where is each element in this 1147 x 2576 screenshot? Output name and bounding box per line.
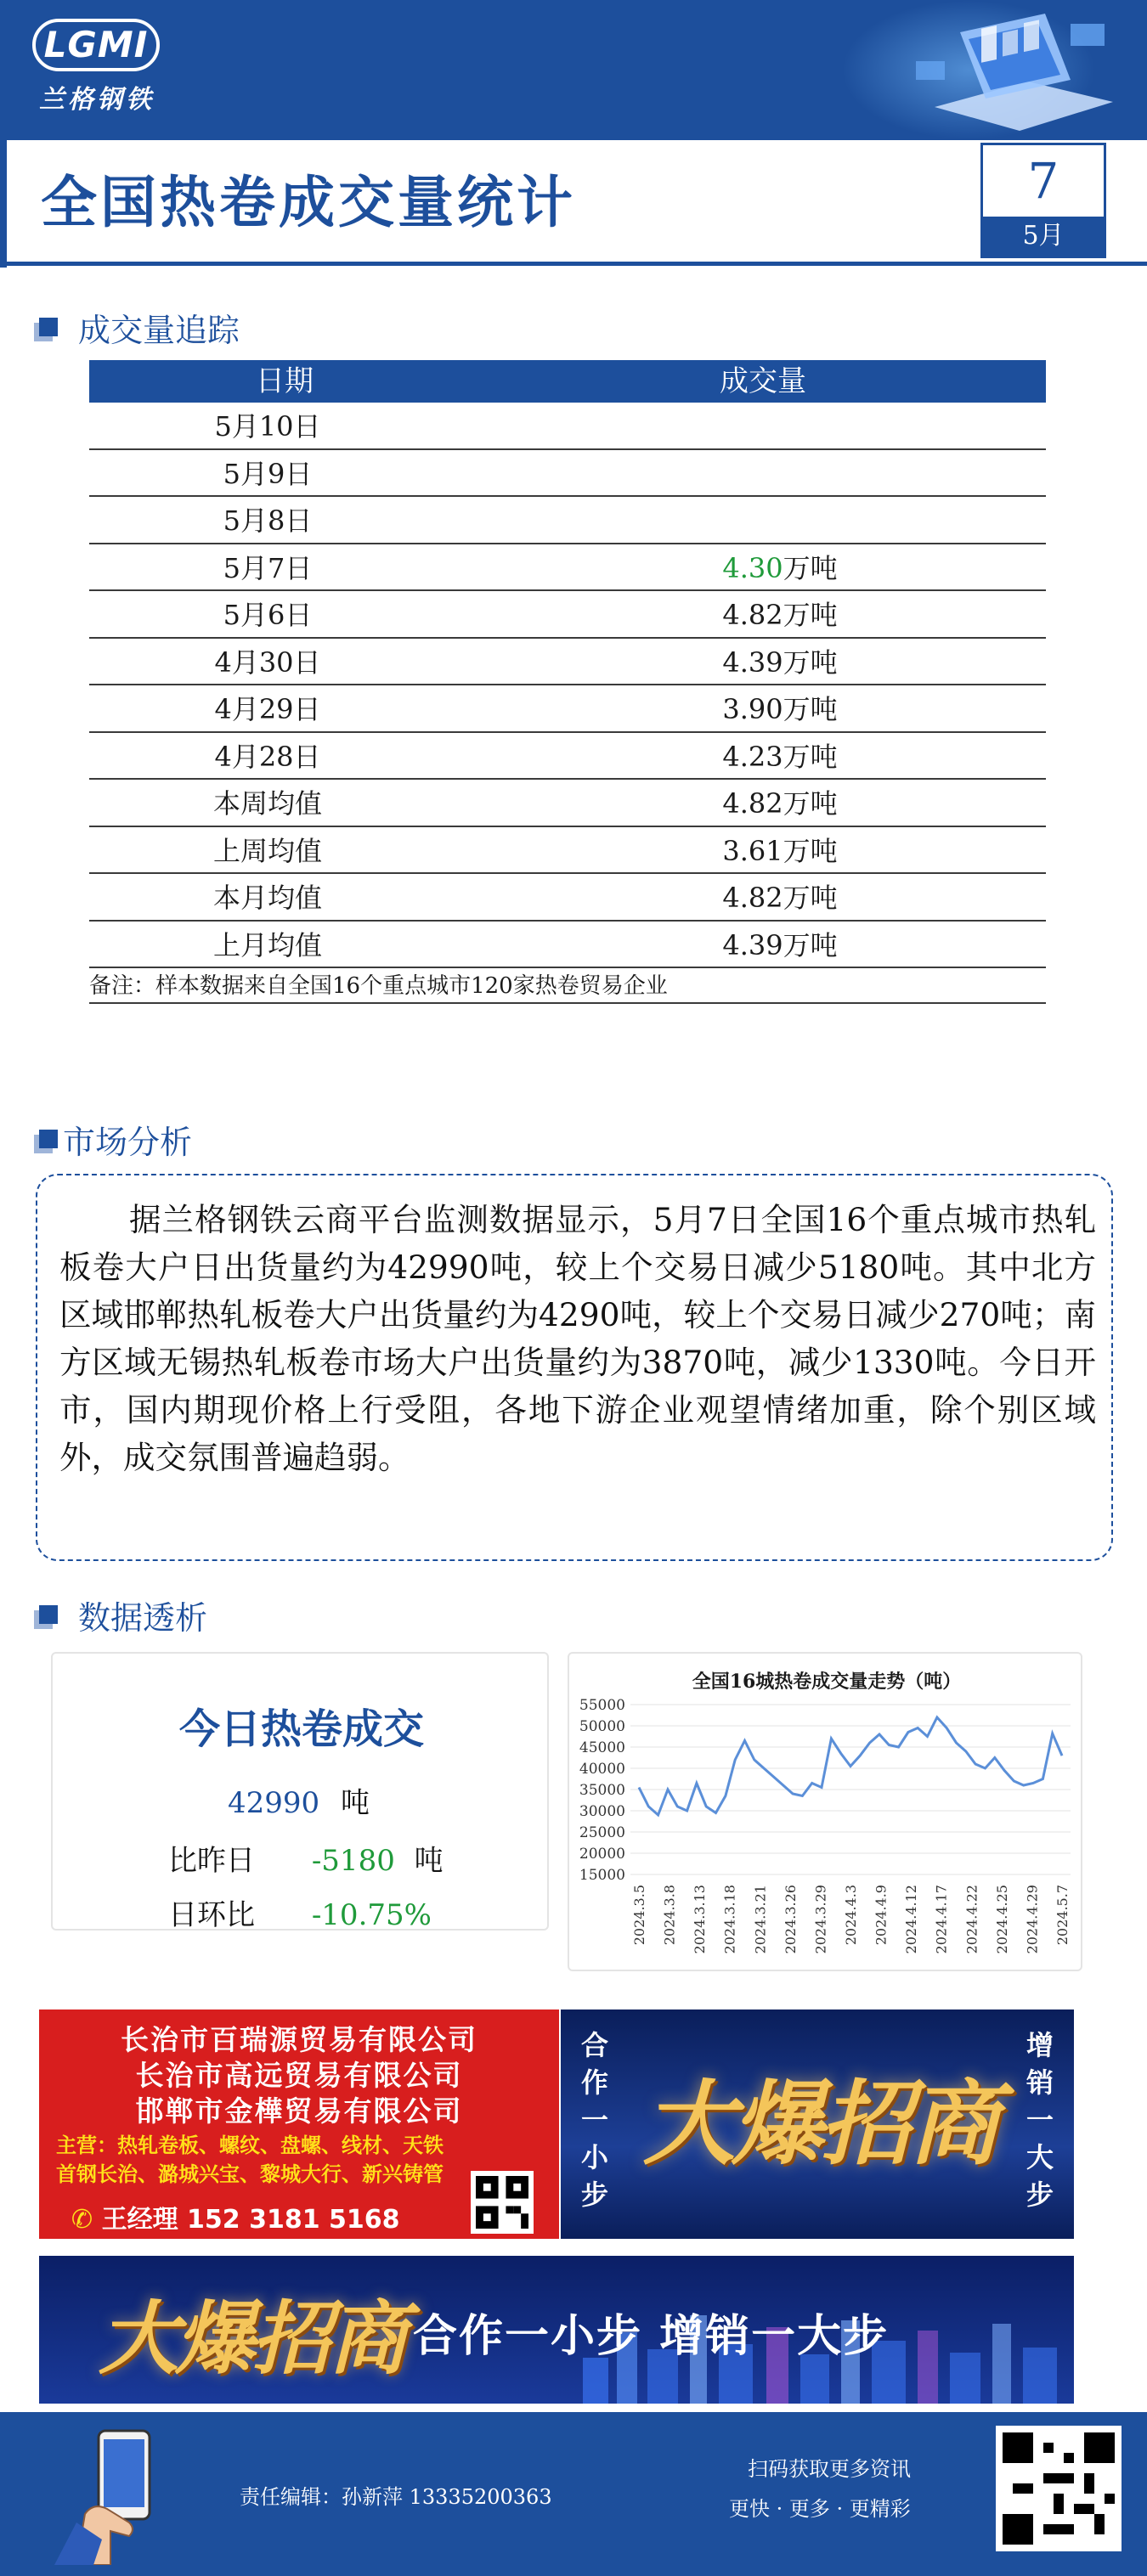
row-volume: 4.82万吨 [722, 882, 838, 914]
kpi-ratio-label: 日环比 [168, 1898, 255, 1932]
ad-big-text: 大爆招商 [642, 2071, 997, 2178]
x-tick-label: 2024.3.13 [692, 1885, 709, 1954]
kpi-dod [168, 1837, 444, 1879]
table-row [89, 639, 1046, 686]
row-date: 4月29日 [214, 693, 321, 725]
row-volume [480, 450, 1046, 496]
row-date: 本月均值 [212, 882, 322, 914]
kpi-dod-value: -5180 [311, 1844, 395, 1878]
chart-title: 全国16城热卷成交量走势（吨） [692, 1671, 962, 1693]
x-tick-label: 2024.3.29 [812, 1885, 829, 1954]
column-header-volume: 成交量 [720, 364, 806, 398]
column-header-date: 日期 [256, 364, 314, 398]
row-date: 5月6日 [223, 599, 313, 631]
ad-side-right: 增销一大步 [1026, 2029, 1054, 2211]
row-date: 5月10日 [214, 410, 321, 442]
y-tick-label: 55000 [579, 1697, 625, 1714]
square-bullet-icon [39, 1130, 58, 1148]
kpi-ratio-value: -10.75% [311, 1898, 432, 1932]
row-date: 上周均值 [212, 834, 322, 867]
row-date: 4月30日 [214, 645, 321, 679]
page-title: 全国热卷成交量统计 [41, 169, 576, 235]
x-tick-label: 2024.4.12 [903, 1885, 920, 1954]
chart-panel [568, 1652, 1082, 1971]
kpi-ratio [168, 1891, 432, 1933]
trend-chart [569, 1654, 1084, 1973]
kpi-volume-value: 42990 [228, 1786, 320, 1820]
row-volume: 4.23万吨 [722, 740, 838, 773]
row-volume [480, 403, 1046, 448]
table-row [89, 874, 1046, 922]
x-tick-label: 2024.4.17 [933, 1885, 950, 1954]
square-bullet-icon [39, 1605, 58, 1624]
kpi-panel [51, 1652, 549, 1931]
x-tick-label: 2024.4.9 [873, 1885, 890, 1946]
today-value: 4.30 [722, 551, 783, 584]
section-heading-analysis [39, 1118, 192, 1160]
y-tick-label: 30000 [579, 1803, 625, 1820]
chart-series-line [639, 1717, 1062, 1815]
chart-grid [630, 1705, 1071, 1874]
x-tick-label: 2024.5.7 [1054, 1885, 1071, 1946]
section-heading-tracking [39, 306, 240, 348]
phone-icon: ✆ [71, 2205, 102, 2235]
x-tick-label: 2024.3.8 [661, 1885, 678, 1946]
y-tick-label: 35000 [579, 1782, 625, 1799]
chart-y-ticks [579, 1697, 625, 1884]
x-tick-label: 2024.4.22 [963, 1885, 980, 1954]
row-volume: 4.39万吨 [722, 928, 838, 961]
row-date: 5月7日 [223, 551, 313, 584]
ad-scope-1: 主营：热轧卷板、螺纹、盘螺、线材、天铁 [56, 2134, 444, 2157]
x-tick-label: 2024.4.3 [843, 1885, 859, 1946]
logo [32, 19, 168, 115]
y-tick-label: 15000 [579, 1867, 625, 1884]
kpi-volume-unit: 吨 [340, 1786, 370, 1820]
table-row [89, 922, 1046, 969]
x-tick-label: 2024.3.5 [631, 1885, 647, 1946]
logo-subtext: 兰格钢铁 [39, 85, 155, 115]
ad-big-text: 大爆招商 [99, 2292, 405, 2386]
table-header [89, 360, 1046, 403]
table-row [89, 733, 1046, 781]
table-row [89, 780, 1046, 827]
table-row [89, 827, 1046, 875]
ad-banner-wide[interactable] [39, 2256, 1074, 2404]
row-volume: 4.82万吨 [722, 599, 838, 631]
table-row [89, 450, 1046, 498]
title-accent [0, 140, 7, 268]
table-row [89, 497, 1046, 544]
row-date: 5月9日 [223, 457, 313, 490]
ad-contact: ✆ 王经理 152 3181 5168 [71, 2205, 400, 2235]
footer-scan-text: 扫码获取更多资讯 [748, 2457, 911, 2481]
row-volume: 4.30万吨 [722, 551, 838, 584]
row-volume [480, 497, 1046, 543]
section-label: 成交量追踪 [78, 311, 240, 349]
kpi-dod-unit: 吨 [414, 1844, 444, 1878]
row-date: 5月8日 [223, 504, 313, 537]
table-row [89, 403, 1046, 450]
date-badge [980, 143, 1106, 258]
analysis-paragraph: 据兰格钢铁云商平台监测数据显示，5月7日全国16个重点城市热轧板卷大户日出货量约为42990吨，较上个交易日减少5180吨。其中北方区域邯郸热轧板卷大户出货量约为4290吨，较上个交易日减少270吨；南方区域无锡热轧板卷市场大户出货量约为3870吨，减少1330吨。今日开市，国内期现价格上行受阻，各地下游企业观望情绪加重，除个别区域外，成交氛围普遍趋弱。 [59, 1201, 1096, 1476]
ad-company-3: 邯郸市金樺贸易有限公司 [135, 2094, 463, 2128]
phone-in-hand-icon [51, 2421, 178, 2565]
logo-badge: LGMI [32, 19, 160, 71]
row-volume: 4.39万吨 [722, 645, 838, 679]
row-date: 4月28日 [214, 740, 321, 773]
volume-table [89, 360, 1046, 1004]
table-row [89, 591, 1046, 639]
qr-code-icon[interactable] [996, 2426, 1122, 2551]
row-date: 本周均值 [212, 787, 322, 820]
date-month: 5月 [983, 217, 1104, 256]
y-tick-label: 40000 [579, 1761, 625, 1778]
ad-scope-2: 首钢长治、潞城兴宝、黎城大行、新兴铸管 [56, 2162, 444, 2186]
title-rule [0, 262, 1147, 266]
footer-editor: 责任编辑：孙新萍 13335200363 [240, 2485, 552, 2509]
section-label: 数据透析 [78, 1598, 208, 1637]
x-tick-label: 2024.3.18 [721, 1885, 738, 1954]
ad-side-left: 合作一小步 [580, 2029, 608, 2211]
x-tick-label: 2024.4.25 [993, 1885, 1010, 1954]
x-tick-label: 2024.4.29 [1024, 1885, 1041, 1954]
kpi-volume [228, 1779, 370, 1821]
ad-company-2: 长治市高远贸易有限公司 [135, 2059, 463, 2092]
table-row [89, 544, 1046, 592]
section-label: 市场分析 [63, 1123, 193, 1161]
x-tick-label: 2024.3.21 [752, 1885, 769, 1954]
ad-company-1: 长治市百瑞源贸易有限公司 [121, 2023, 477, 2056]
qr-code-icon [471, 2171, 534, 2234]
footer-slogan: 更快 · 更多 · 更精彩 [729, 2497, 911, 2521]
row-volume: 4.82万吨 [722, 787, 838, 820]
x-tick-label: 2024.3.26 [782, 1885, 799, 1954]
ad-slogan: 合作一小步 增销一大步 [413, 2311, 890, 2362]
ad-banner-blue[interactable] [561, 2010, 1074, 2239]
date-day: 7 [1027, 152, 1059, 210]
square-bullet-icon [39, 318, 58, 336]
row-date: 上月均值 [212, 928, 322, 961]
ad-banner-red[interactable] [39, 2010, 559, 2239]
y-tick-label: 20000 [579, 1846, 625, 1863]
y-tick-label: 45000 [579, 1739, 625, 1756]
y-tick-label: 50000 [579, 1718, 625, 1735]
section-heading-insight [39, 1593, 207, 1636]
kpi-dod-label: 比昨日 [168, 1844, 255, 1878]
y-tick-label: 25000 [579, 1824, 625, 1841]
table-row [89, 685, 1046, 733]
kpi-title: 今日热卷成交 [178, 1705, 424, 1753]
row-volume: 3.61万吨 [722, 834, 838, 867]
laptop-illustration-icon [901, 7, 1122, 134]
table-note: 备注：样本数据来自全国16个重点城市120家热卷贸易企业 [89, 968, 1046, 1004]
row-volume: 3.90万吨 [722, 693, 838, 725]
chart-x-ticks [631, 1885, 1071, 1953]
